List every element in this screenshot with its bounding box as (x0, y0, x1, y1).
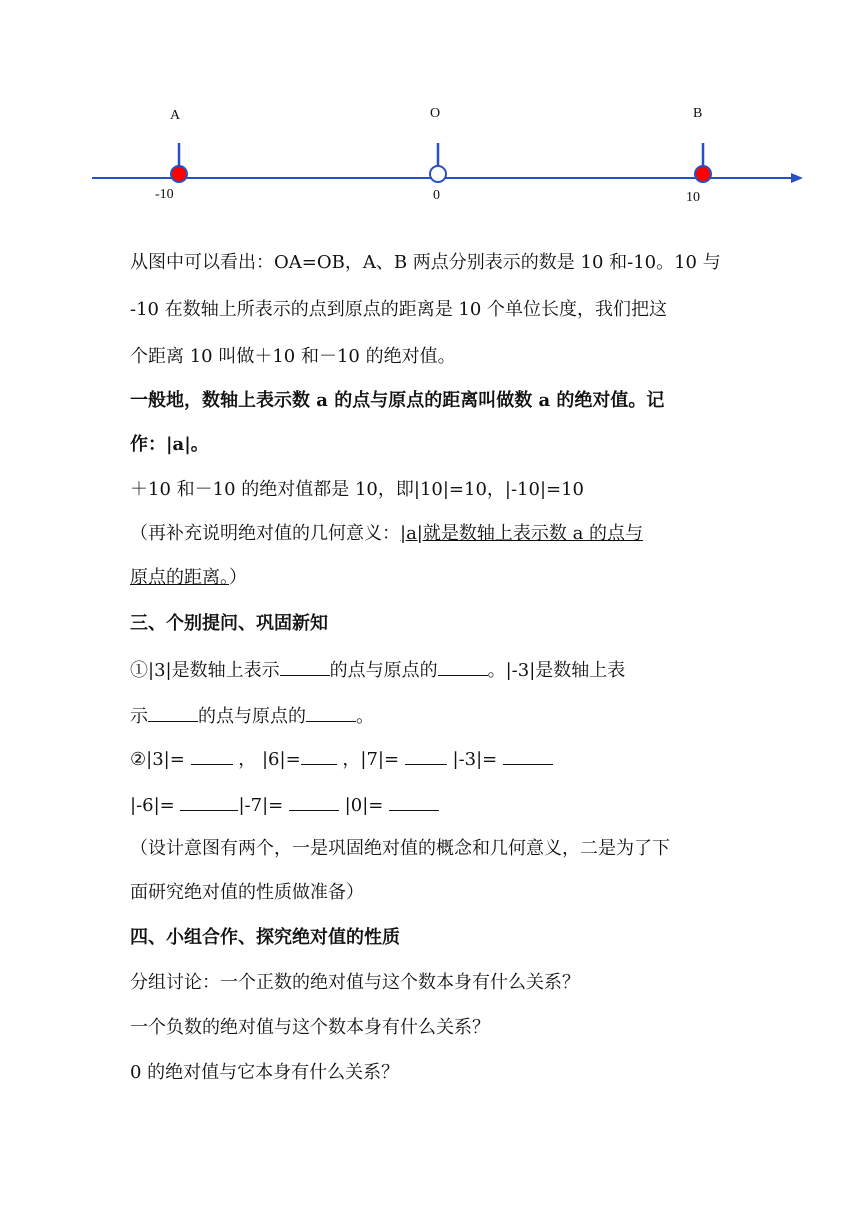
point-o-marker (430, 166, 446, 182)
section4-q1: 分组讨论：一个正数的绝对值与这个数本身有什么关系？ (130, 972, 580, 993)
point-a-marker (171, 166, 187, 182)
supplement-line2 (130, 567, 247, 589)
intent-line2: 面研究绝对值的性质做准备） (130, 882, 364, 903)
tick-label-o: 0 (433, 188, 440, 203)
answer-blank[interactable] (280, 659, 330, 676)
question2-line1 (130, 748, 553, 771)
para1-line3: 个距离 10 叫做＋10 和－10 的绝对值。 (130, 346, 456, 367)
axis-arrow-icon (791, 173, 803, 183)
example-line: ＋10 和－10 的绝对值都是 10，即|10|=10，|-10|=10 (130, 479, 584, 500)
q1-line1-part2: 的点与原点的 (329, 660, 438, 681)
answer-blank[interactable] (191, 748, 233, 765)
question1-line2 (130, 705, 374, 728)
label-b: B (693, 106, 703, 121)
q1-line1-part1: ①|3|是数轴上表示 (130, 660, 280, 681)
tick-label-b: 10 (686, 190, 700, 205)
answer-blank[interactable] (306, 705, 356, 722)
answer-blank[interactable] (389, 794, 439, 811)
q1-line2-part2: 的点与原点的 (198, 706, 306, 727)
question2-line2 (130, 794, 439, 817)
para1-line2: -10 在数轴上所表示的点到原点的距离是 10 个单位长度，我们把这 (130, 299, 668, 320)
supplement-underlined2: 原点的距离。 (130, 567, 229, 588)
question1-line1 (130, 659, 625, 682)
q2-d: |-3|= (452, 749, 503, 770)
label-o: O (430, 106, 441, 121)
section3-heading: 三、个别提问、巩固新知 (130, 613, 328, 634)
section4-heading: 四、小组合作、探究绝对值的性质 (130, 927, 400, 948)
q2-a: ②|3|= (130, 749, 191, 770)
intent-line1: （设计意图有两个，一是巩固绝对值的概念和几何意义，二是为了下 (130, 838, 670, 859)
q2-e: |-6|= (130, 795, 181, 816)
definition-line2: 作：|a|。 (130, 434, 209, 455)
definition-line1: 一般地，数轴上表示数 a 的点与原点的距离叫做数 a 的绝对值。记 (130, 390, 665, 411)
q1-line2-part1: 示 (130, 706, 148, 727)
answer-blank[interactable] (503, 748, 553, 765)
answer-blank[interactable] (180, 794, 238, 811)
answer-blank[interactable] (148, 705, 198, 722)
answer-blank[interactable] (289, 794, 339, 811)
q2-g: |0|= (344, 795, 390, 816)
q2-f: |-7|= (238, 795, 289, 816)
supplement-underlined1: |a|就是数轴上表示数 a 的点与 (400, 523, 644, 544)
number-line-figure (0, 95, 860, 215)
section4-q2: 一个负数的绝对值与这个数本身有什么关系？ (130, 1017, 490, 1038)
para1-line1: 从图中可以看出：OA=OB，A、B 两点分别表示的数是 10 和-10。10 与 (130, 252, 721, 273)
answer-blank[interactable] (438, 659, 488, 676)
q1-line1-part3: 。|-3|是数轴上表 (487, 660, 626, 681)
q1-line2-part3: 。 (356, 706, 374, 727)
answer-blank[interactable] (301, 748, 337, 765)
q2-b: ， |6|= (238, 749, 301, 770)
answer-blank[interactable] (405, 748, 447, 765)
label-a: A (170, 108, 181, 123)
supplement-line1 (130, 523, 643, 545)
supplement-prefix: （再补充说明绝对值的几何意义： (130, 523, 400, 544)
q2-c: ，|7|= (342, 749, 405, 770)
supplement-suffix: ） (229, 567, 247, 588)
tick-label-a: -10 (155, 187, 174, 202)
section4-q3: 0 的绝对值与它本身有什么关系？ (130, 1062, 400, 1083)
point-b-marker (695, 166, 711, 182)
